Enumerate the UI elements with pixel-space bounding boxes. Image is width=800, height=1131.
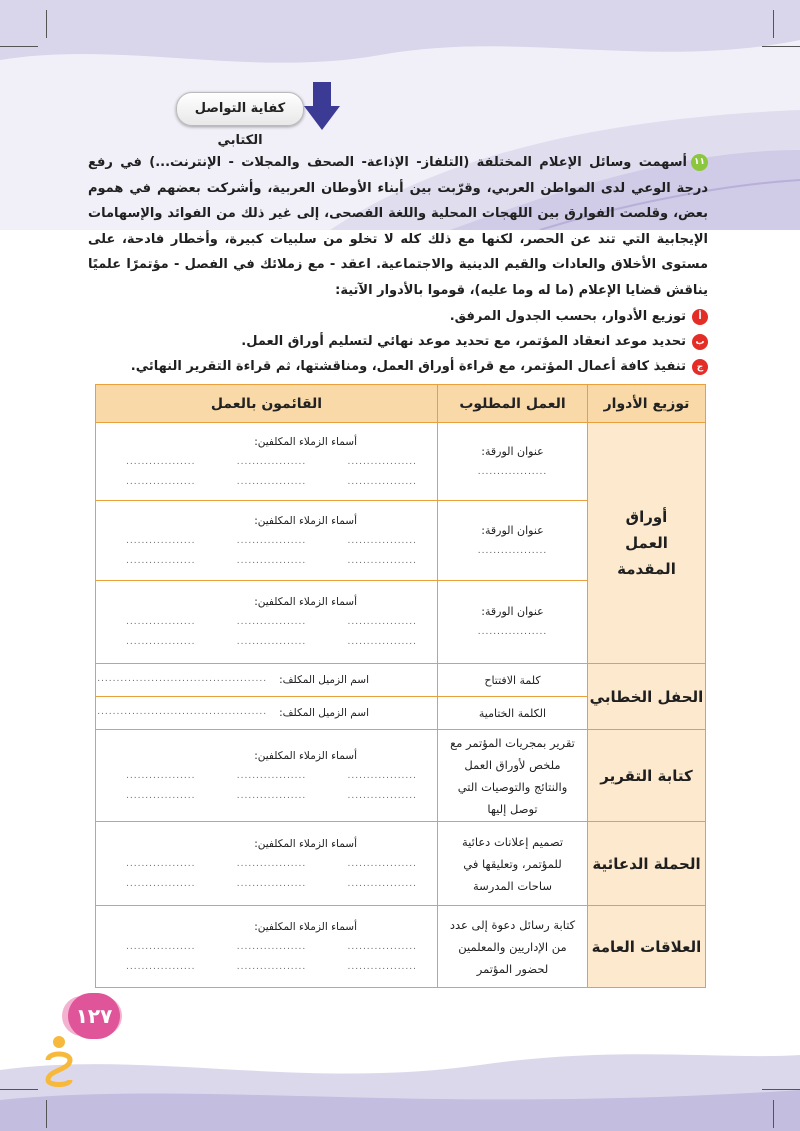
people-cell (96, 501, 438, 581)
fill-line[interactable]: .................. (236, 858, 307, 869)
fill-line[interactable]: .................. (347, 555, 417, 566)
task-cell (438, 423, 588, 501)
people-cell (96, 664, 438, 697)
item-text: توزيع الأدوار، بحسب الجدول المرفق. (449, 309, 686, 324)
crop-mark (46, 1100, 47, 1128)
intro-text: أسهمت وسائل الإعلام المختلفة (التلفاز- الإذاعة- الصحف والمجلات - الإنترنت...) في رفع درجة الوعي لدى المواطن العربي، وقرّبت بين أبناء الأوطان العربية، وأشركت بعضهم في هموم بعض، وقلصت الفوارق بين اللهجات المحلية واللغة الفصحى، إلى غير ذلك من الفوائد والإسهامات الإيجابية التي تند عن الحصر، لكنها مع ذلك كله لا تخلو من سلبيات كبيرة، وأخطار فادحة، على مستوى الأخلاق والعادات والقيم الدينية والاجتماعية. (88, 155, 708, 272)
assigned-label: أسماء الزملاء المكلفين: (254, 514, 357, 527)
fill-line[interactable]: .................. (126, 790, 196, 801)
list-item (88, 329, 708, 354)
fill-line[interactable]: .................. (347, 858, 417, 869)
item-text: تحديد موعد انعقاد المؤتمر، مع تحديد موعد نهائي لتسليم أوراق العمل. (241, 334, 686, 349)
people-cell (96, 822, 438, 906)
paper-title-label: عنوان الورقة: (481, 605, 544, 618)
task-cell (438, 581, 588, 664)
table-row (96, 822, 706, 906)
crop-mark (773, 1100, 774, 1128)
fill-line[interactable]: .................. (236, 961, 307, 972)
crop-mark (762, 46, 800, 47)
header-people: القائمون بالعمل (96, 385, 438, 423)
question-number-badge: ١١ (691, 154, 708, 171)
crop-mark (762, 1089, 800, 1090)
table-row (96, 906, 706, 988)
assigned-label: أسماء الزملاء المكلفين: (254, 749, 357, 762)
fill-line[interactable]: .................. (126, 476, 196, 487)
task-closing: الكلمة الختامية (438, 697, 588, 730)
fill-line[interactable]: .................. (126, 637, 196, 647)
intro-paragraph (88, 150, 708, 303)
assigned-label: اسم الزميل المكلف: (279, 707, 369, 719)
header-task: العمل المطلوب (438, 385, 588, 423)
fill-line[interactable]: .................. (126, 858, 196, 869)
fill-line[interactable]: .................. (236, 770, 307, 781)
task-report: تقرير بمجريات المؤتمر مع ملخص لأوراق العمل والنتائج والتوصيات التي توصل إليها (438, 730, 588, 822)
task-relations: كتابة رسائل دعوة إلى عدد من الإداريين والمعلمين لحضور المؤتمر (438, 906, 588, 988)
crop-mark (46, 10, 47, 38)
table-header-row (96, 385, 706, 423)
fill-line[interactable]: .................. (347, 941, 417, 952)
role-ceremony: الحفل الخطابي (588, 664, 706, 730)
assigned-label: أسماء الزملاء المكلفين: (254, 435, 357, 448)
people-cell (96, 423, 438, 501)
fill-line[interactable]: .................. (236, 476, 307, 487)
item-badge: ب (692, 334, 708, 350)
fill-line[interactable]: .................. (347, 637, 417, 647)
assigned-label: أسماء الزملاء المكلفين: (254, 596, 357, 608)
fill-line[interactable]: .................. (236, 535, 307, 546)
task-list (88, 304, 708, 379)
fill-line[interactable]: .................. (126, 770, 196, 781)
fill-line[interactable]: .................. (347, 535, 417, 546)
paper-title-label: عنوان الورقة: (481, 523, 544, 537)
fill-line[interactable]: .................. (236, 617, 307, 627)
fill-line[interactable]: .................. (126, 941, 196, 952)
fill-line[interactable]: .................. (126, 456, 196, 467)
fill-line[interactable]: .................. (126, 535, 196, 546)
table-row (96, 423, 706, 501)
section-banner (190, 88, 340, 148)
fill-line[interactable]: .................. (126, 555, 196, 566)
role-report: كتابة التقرير (588, 730, 706, 822)
header-role: توزيع الأدوار (588, 385, 706, 423)
item-badge: ج (692, 359, 708, 375)
fill-line[interactable]: .................. (347, 790, 417, 801)
fill-line[interactable]: .................. (126, 878, 196, 889)
fill-line[interactable]: .................. (236, 555, 307, 566)
fill-line[interactable]: ............................................ (97, 707, 268, 717)
task-cell (438, 501, 588, 581)
assigned-label: اسم الزميل المكلف: (279, 674, 369, 686)
section-title: كفاية التواصل الكتابي (176, 92, 304, 126)
fill-line[interactable]: .................. (236, 790, 307, 801)
down-arrow-icon (304, 82, 340, 132)
people-cell (96, 697, 438, 730)
role-relations: العلاقات العامة (588, 906, 706, 988)
assigned-label: أسماء الزملاء المكلفين: (254, 920, 357, 933)
page-number: ١٢٧ (68, 993, 120, 1039)
fill-line[interactable]: .................. (347, 878, 417, 889)
fill-line[interactable]: .................. (477, 545, 548, 556)
list-item (88, 304, 708, 329)
crop-mark (773, 10, 774, 38)
fill-line[interactable]: .................. (347, 961, 417, 972)
fill-line[interactable]: .................. (236, 456, 307, 467)
item-text: تنفيذ كافة أعمال المؤتمر، مع قراءة أوراق العمل، ومناقشتها، ثم قراءة التقرير النهائي. (130, 359, 686, 374)
task-opening: كلمة الافتتاح (438, 664, 588, 697)
publisher-logo-icon (42, 1030, 76, 1090)
fill-line[interactable]: .................. (347, 476, 417, 487)
fill-line[interactable]: .................. (477, 466, 548, 477)
people-cell (96, 906, 438, 988)
fill-line[interactable]: .................. (236, 941, 307, 952)
role-papers: أوراق العمل المقدمة (588, 423, 706, 664)
fill-line[interactable]: .................. (126, 961, 196, 972)
fill-line[interactable]: .................. (347, 617, 417, 627)
crop-mark (0, 46, 38, 47)
fill-line[interactable]: .................. (236, 637, 307, 647)
paper-title-label: عنوان الورقة: (481, 444, 544, 458)
footer-wave-decoration (0, 1030, 800, 1131)
fill-line[interactable]: .................. (347, 456, 417, 467)
people-cell (96, 581, 438, 664)
fill-line[interactable]: .................. (126, 617, 196, 627)
people-cell (96, 730, 438, 822)
intro-task: اعقد - مع زملائك في الفصل - مؤتمرًا علميًا يناقش قضايا الإعلام (ما له وما عليه)، قوموا بالأدوار الآتية: (88, 257, 708, 298)
assigned-label: أسماء الزملاء المكلفين: (254, 837, 357, 850)
task-campaign: تصميم إعلانات دعائية للمؤتمر، وتعليقها في ساحات المدرسة (438, 822, 588, 906)
list-item (88, 354, 708, 379)
role-campaign: الحملة الدعائية (588, 822, 706, 906)
item-badge: أ (692, 309, 708, 325)
crop-mark (0, 1089, 38, 1090)
table-row (96, 730, 706, 822)
fill-line[interactable]: .................. (236, 878, 307, 889)
roles-table (95, 384, 706, 988)
table-row (96, 664, 706, 697)
fill-line[interactable]: .................. (347, 770, 417, 781)
fill-line[interactable]: ............................................ (97, 674, 268, 684)
fill-line[interactable]: .................. (477, 627, 548, 637)
